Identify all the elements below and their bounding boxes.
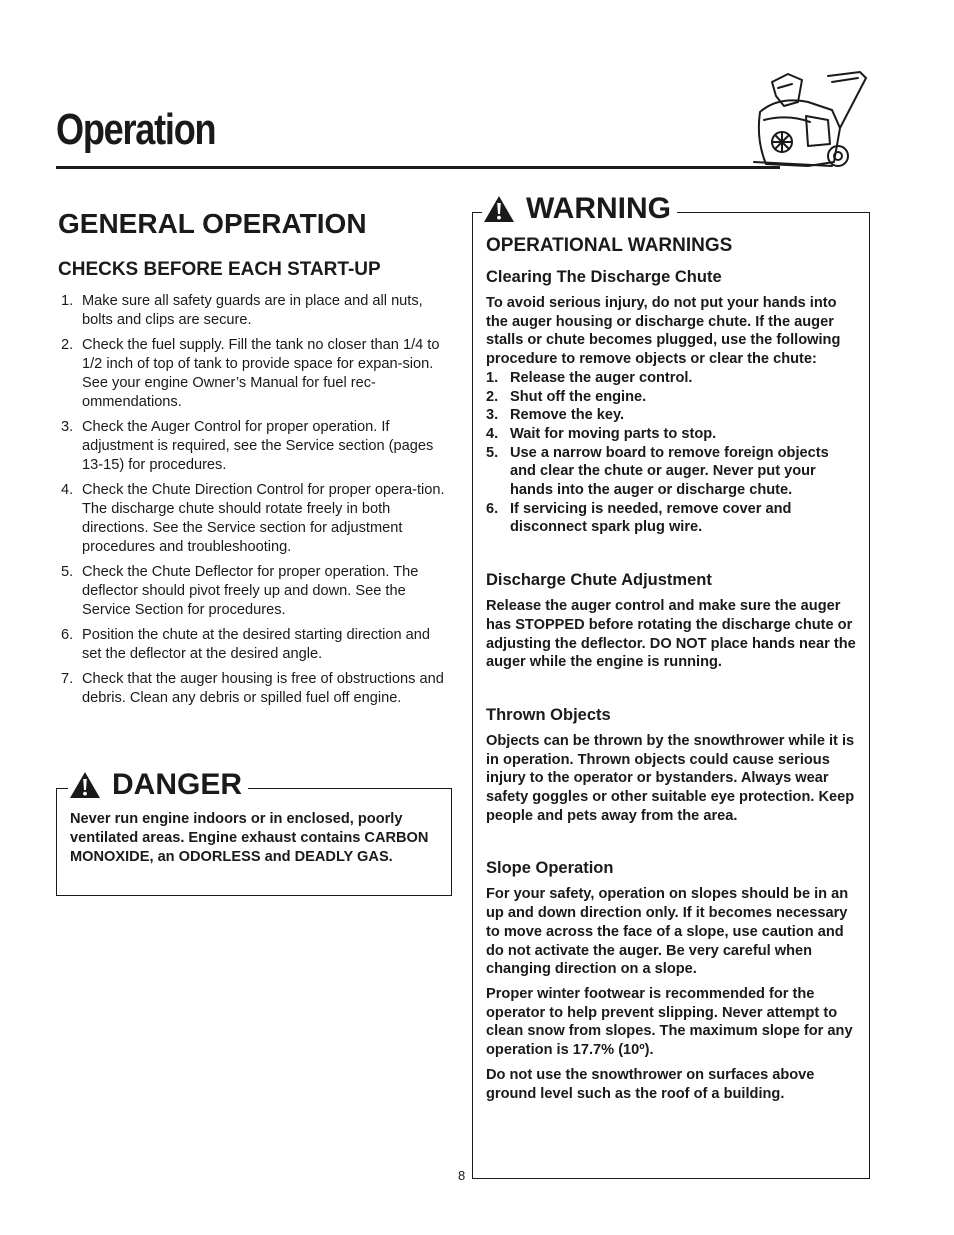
slope-operation-p2: Proper winter footwear is recommended for the operator to help prevent slipping. Never attempt to clean snow from slopes. The maximum slope for any operation is 17.7% (10º). — [486, 985, 853, 1059]
page-title: Operation — [56, 105, 216, 154]
snowthrower-illustration-icon — [748, 66, 870, 174]
list-item: 6. Position the chute at the desired starting direction and set the deflector at the desired angle. — [61, 627, 431, 662]
list-item: 3. Check the Auger Control for proper operation. If adjustment is required, see the Service section (pages 13-15) for procedures. — [61, 419, 434, 473]
slope-operation-p3: Do not use the snowthrower on surfaces above ground level such as the roof of a building. — [486, 1066, 815, 1102]
general-operation-section — [58, 206, 450, 714]
list-item: 1. Make sure all safety guards are in place and all nuts, bolts and clips are secure. — [61, 293, 423, 328]
section-heading: GENERAL OPERATION — [58, 208, 367, 239]
page-number: 8 — [458, 1168, 466, 1183]
title-rule — [56, 166, 780, 169]
thrown-objects-title: Thrown Objects — [486, 705, 611, 724]
warning-label: WARNING — [526, 192, 671, 225]
clearing-steps-list — [486, 369, 856, 537]
slope-operation-p1: For your safety, operation on slopes should be in an up and down direction only. If it becomes necessary to move across the face of a slope, use caution and do not activate the auger. Be very careful when changing direction on a slope. — [486, 886, 849, 978]
list-item: 1. Release the auger control. — [486, 369, 693, 386]
list-item: 2. Shut off the engine. — [486, 388, 647, 405]
warning-header — [482, 188, 677, 230]
clearing-chute-title: Clearing The Discharge Chute — [486, 268, 722, 286]
operational-warnings-heading: OPERATIONAL WARNINGS — [486, 235, 733, 256]
slope-operation-title: Slope Operation — [486, 859, 614, 878]
warning-content — [486, 234, 856, 1103]
list-item: 5. Check the Chute Deflector for proper operation. The deflector should pivot freely up and down. See the Service Section for procedures. — [61, 564, 419, 618]
list-item: 4. Wait for moving parts to stop. — [486, 425, 717, 442]
list-item: 3. Remove the key. — [486, 407, 625, 424]
danger-label: DANGER — [112, 768, 243, 801]
danger-header — [68, 765, 248, 805]
warning-triangle-icon — [68, 770, 102, 800]
warning-triangle-icon — [482, 194, 516, 224]
list-item: 5. Use a narrow board to remove foreign objects and clear the chute or auger. Never put your hands into the auger or discharge chute. — [486, 444, 829, 499]
checks-subheading: CHECKS BEFORE EACH START-UP — [58, 259, 381, 280]
list-item: 7. Check that the auger housing is free of obstructions and debris. Clean any debris or spilled fuel off engine. — [61, 671, 444, 706]
checks-list — [58, 292, 450, 708]
chute-adjustment-title: Discharge Chute Adjustment — [486, 571, 712, 590]
list-item: 6. If servicing is needed, remove cover and disconnect spark plug wire. — [486, 500, 792, 536]
chute-adjustment-text: Release the auger control and make sure the auger has STOPPED before rotating the discharge chute or adjusting the deflector. DO NOT place hands near the auger while the engine is running. — [486, 598, 856, 671]
danger-text: Never run engine indoors or in enclosed, poorly ventilated areas. Engine exhaust contains CARBON MONOXIDE, an ODORLESS and DEADLY GAS. — [70, 811, 429, 865]
list-item: 4. Check the Chute Direction Control for proper opera-tion. The discharge chute should rotate freely in both directions. See the Service section for adjustment procedures and troubleshooting. — [61, 482, 445, 555]
thrown-objects-text: Objects can be thrown by the snowthrower while it is in operation. Thrown objects could cause serious injury to the operator or bystanders. Always wear safety goggles or other suitable eye protection. Keep people and pets away from the area. — [486, 732, 855, 824]
clearing-chute-intro: To avoid serious injury, do not put your hands into the auger housing or discharge chute. If the auger stalls or chute becomes plugged, use the following procedure to remove objects or clear the chute: — [486, 295, 841, 368]
list-item: 2. Check the fuel supply. Fill the tank no closer than 1/4 to 1/2 inch of top of tank to provide space for expan-sion. See your engine Owner’s Manual for fuel rec-ommendations. — [61, 337, 440, 410]
